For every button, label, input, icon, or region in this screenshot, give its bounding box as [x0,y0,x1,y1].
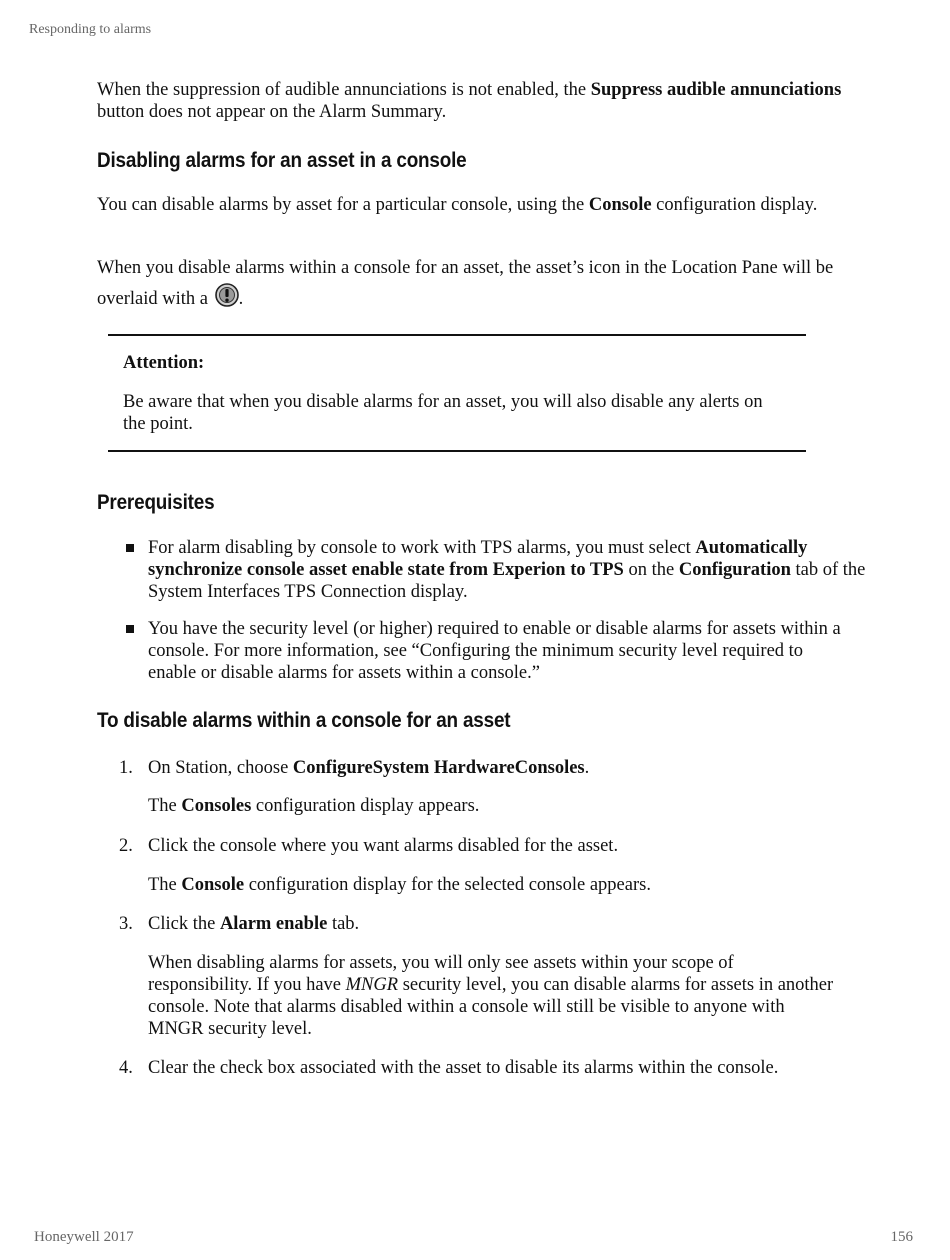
step-number: 4. [119,1058,133,1078]
prerequisite-item-1 [148,537,868,603]
step-2-note [148,874,868,896]
step3-text-2: tab. [327,914,360,934]
footer-copyright: Honeywell 2017 [34,1229,134,1245]
page-number: 156 [890,1229,913,1245]
step2-note-bold-1: Console [181,875,245,895]
running-header: Responding to alarms [29,22,152,37]
bullet-marker [126,625,134,633]
attention-bottom-rule [108,450,806,452]
attention-body: Be aware that when you disable alarms for an asset, you will also disable any alerts on the point. [123,392,763,434]
disabled-alarm-overlay-icon [215,283,239,307]
intro-bold-1: Suppress audible annunciations [590,80,842,100]
step-1-note [148,795,868,817]
s1p2-text-2: . [238,289,244,309]
intro-text-2: button does not appear on the Alarm Summary. [97,102,447,122]
s1p1-text-1: You can disable alarms by asset for a particular console, using the [97,195,589,215]
step-1 [148,757,868,779]
step1-bold-1: ConfigureSystem HardwareConsoles [292,758,585,778]
step3-note-italic-1: MNGR [345,975,399,995]
s1p1-bold-1: Console [588,195,652,215]
step1-note-text-1: The [148,796,182,816]
step2-note-text-1: The [148,875,182,895]
section-heading-prerequisites: Prerequisites [97,491,215,514]
step3-bold-1: Alarm enable [219,914,328,934]
step1-note-text-2: configuration display appears. [251,796,480,816]
step3-note-text-2: security level, you can disable alarms for assets in another console. Note that alarms disabled within a console will still be visible to anyone with MNGR security level. [148,975,834,1039]
step-4: Clear the check box associated with the asset to disable its alarms within the console. [148,1058,779,1078]
step-number: 2. [119,836,133,856]
attention-title: Attention: [123,353,205,373]
step3-text-1: Click the [148,914,220,934]
intro-paragraph [97,79,867,123]
prereq1-bold-2: Configuration [678,560,791,580]
s1p2-text-1: When you disable alarms within a console for an asset, the asset’s icon in the Location Pane will be overlaid with a [97,258,834,309]
step2-note-text-2: configuration display for the selected console appears. [244,875,651,895]
step-3-note [148,952,838,1040]
prereq1-text-1: For alarm disabling by console to work with TPS alarms, you must select [148,538,696,558]
section1-paragraph-1 [97,194,867,216]
step-3 [148,913,868,935]
section1-paragraph-2 [97,253,857,314]
prereq1-text-2: on the [623,560,679,580]
s1p1-text-2: configuration display. [651,195,818,215]
step1-text-2: . [584,758,590,778]
step3-note-text-1: When disabling alarms for assets, you will only see assets within your scope of responsibility. If you have [148,953,734,995]
intro-text-1: When the suppression of audible annunciations is not enabled, the [97,80,591,100]
prereq1-bold-1: Automatically synchronize console asset enable state from Experion to TPS [148,538,808,580]
step-number: 1. [119,758,133,778]
step-2: Click the console where you want alarms disabled for the asset. [148,836,619,856]
step1-text-1: On Station, choose [148,758,293,778]
attention-top-rule [108,334,806,336]
section-heading-disabling: Disabling alarms for an asset in a console [97,149,467,172]
step-number: 3. [119,914,133,934]
prerequisite-item-2: You have the security level (or higher) required to enable or disable alarms for assets within a console. For more information, see “Configuring the minimum security level required to enable or disable alarms for assets within a console.” [148,619,841,683]
section-heading-procedure: To disable alarms within a console for an asset [97,709,511,732]
prereq1-text-3: tab of the System Interfaces TPS Connection display. [148,560,866,602]
step1-note-bold-1: Consoles [181,796,252,816]
bullet-marker [126,544,134,552]
